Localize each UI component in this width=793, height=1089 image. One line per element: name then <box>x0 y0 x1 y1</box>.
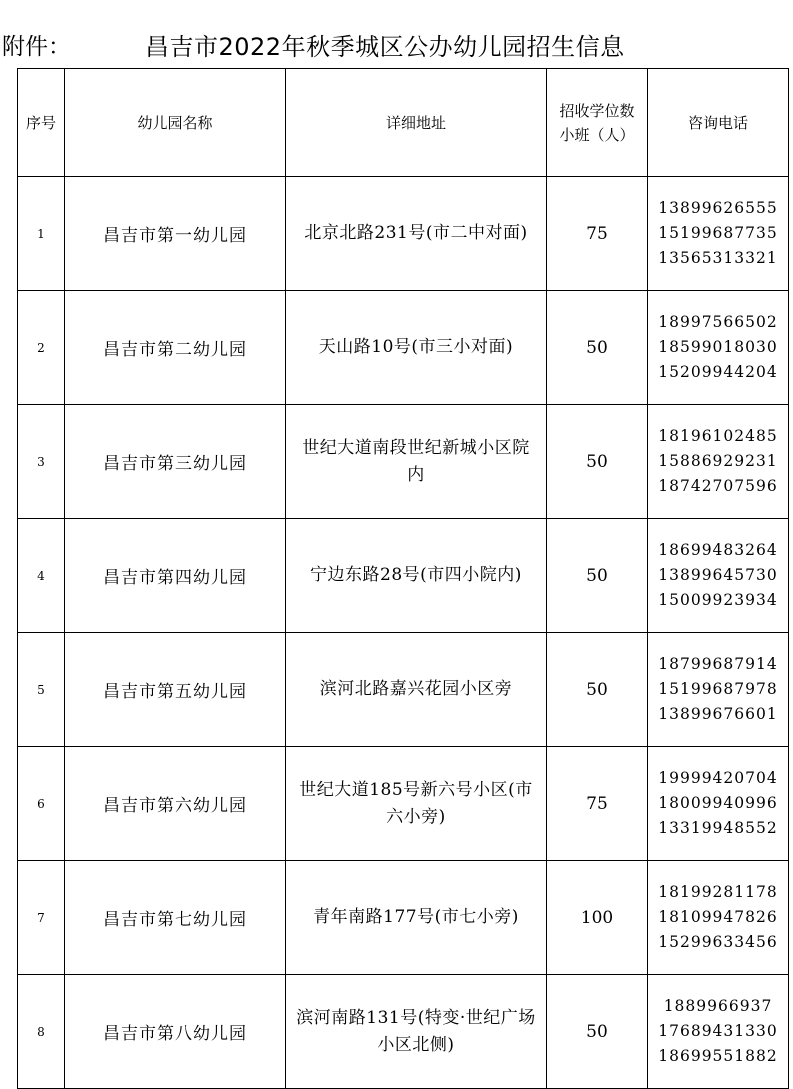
kindergarten-name: 昌吉市第八幼儿园 <box>65 975 286 1089</box>
phone-number: 15209944204 <box>658 363 778 381</box>
seat-count: 100 <box>547 861 648 975</box>
phone-list <box>648 291 789 405</box>
header-phone: 咨询电话 <box>648 69 789 177</box>
kindergarten-address: 北京北路231号(市二中对面) <box>286 177 547 291</box>
kindergarten-name: 昌吉市第四幼儿园 <box>65 519 286 633</box>
header-name: 幼儿园名称 <box>65 69 286 177</box>
attachment-label: 附件： <box>2 34 71 60</box>
header-seats-line2: 小班（人） <box>559 125 635 144</box>
document-title: 昌吉市2022年秋季城区公办幼儿园招生信息 <box>145 33 625 61</box>
seat-count: 50 <box>547 975 648 1089</box>
kindergarten-address: 滨河南路131号(特变·世纪广场小区北侧) <box>286 975 547 1089</box>
table-row <box>18 975 789 1089</box>
phone-number: 18997566502 <box>658 313 778 331</box>
phone-list <box>648 405 789 519</box>
phone-number: 13899626555 <box>658 199 778 217</box>
phone-list <box>648 177 789 291</box>
kindergarten-name: 昌吉市第七幼儿园 <box>65 861 286 975</box>
phone-list <box>648 519 789 633</box>
table-row <box>18 747 789 861</box>
seat-count: 50 <box>547 519 648 633</box>
phone-number: 18699483264 <box>658 541 778 559</box>
row-number: 6 <box>18 747 65 861</box>
row-number: 4 <box>18 519 65 633</box>
enrollment-table <box>17 68 789 1089</box>
kindergarten-address: 天山路10号(市三小对面) <box>286 291 547 405</box>
table-body <box>18 177 789 1089</box>
phone-number: 18009940996 <box>658 794 778 812</box>
seat-count: 75 <box>547 747 648 861</box>
table-row <box>18 177 789 291</box>
phone-number: 17689431330 <box>658 1022 778 1040</box>
seat-count: 75 <box>547 177 648 291</box>
kindergarten-name: 昌吉市第五幼儿园 <box>65 633 286 747</box>
phone-list <box>648 975 789 1089</box>
table-row <box>18 519 789 633</box>
seat-count: 50 <box>547 633 648 747</box>
phone-number: 18196102485 <box>658 427 778 445</box>
kindergarten-address: 世纪大道南段世纪新城小区院内 <box>286 405 547 519</box>
table-header-row <box>18 69 789 177</box>
seat-count: 50 <box>547 405 648 519</box>
row-number: 8 <box>18 975 65 1089</box>
phone-number: 18699551882 <box>658 1047 778 1065</box>
kindergarten-name: 昌吉市第二幼儿园 <box>65 291 286 405</box>
phone-number: 13899645730 <box>658 566 778 584</box>
header-seats <box>547 69 648 177</box>
seat-count: 50 <box>547 291 648 405</box>
phone-number: 18599018030 <box>658 338 778 356</box>
phone-number: 13565313321 <box>658 249 778 267</box>
phone-list <box>648 861 789 975</box>
row-number: 3 <box>18 405 65 519</box>
phone-number: 18109947826 <box>658 908 778 926</box>
kindergarten-address: 宁边东路28号(市四小院内) <box>286 519 547 633</box>
row-number: 2 <box>18 291 65 405</box>
phone-number: 15009923934 <box>658 591 778 609</box>
header-address: 详细地址 <box>286 69 547 177</box>
phone-list <box>648 747 789 861</box>
phone-number: 1889966937 <box>663 997 773 1015</box>
row-number: 7 <box>18 861 65 975</box>
table-row <box>18 291 789 405</box>
header-no: 序号 <box>18 69 65 177</box>
phone-number: 15299633456 <box>658 933 778 951</box>
phone-number: 13319948552 <box>658 819 778 837</box>
phone-number: 18199281178 <box>658 883 778 901</box>
phone-list <box>648 633 789 747</box>
row-number: 1 <box>18 177 65 291</box>
kindergarten-name: 昌吉市第三幼儿园 <box>65 405 286 519</box>
phone-number: 15886929231 <box>658 452 778 470</box>
table-row <box>18 633 789 747</box>
kindergarten-address: 世纪大道185号新六号小区(市六小旁) <box>286 747 547 861</box>
header-seats-line1: 招收学位数 <box>559 101 635 120</box>
phone-number: 19999420704 <box>658 769 778 787</box>
phone-number: 18799687914 <box>658 655 778 673</box>
kindergarten-name: 昌吉市第六幼儿园 <box>65 747 286 861</box>
phone-number: 15199687735 <box>658 224 778 242</box>
kindergarten-address: 青年南路177号(市七小旁) <box>286 861 547 975</box>
row-number: 5 <box>18 633 65 747</box>
phone-number: 13899676601 <box>658 705 778 723</box>
phone-number: 15199687978 <box>658 680 778 698</box>
table-row <box>18 861 789 975</box>
kindergarten-name: 昌吉市第一幼儿园 <box>65 177 286 291</box>
table-row <box>18 405 789 519</box>
phone-number: 18742707596 <box>658 477 778 495</box>
kindergarten-address: 滨河北路嘉兴花园小区旁 <box>286 633 547 747</box>
